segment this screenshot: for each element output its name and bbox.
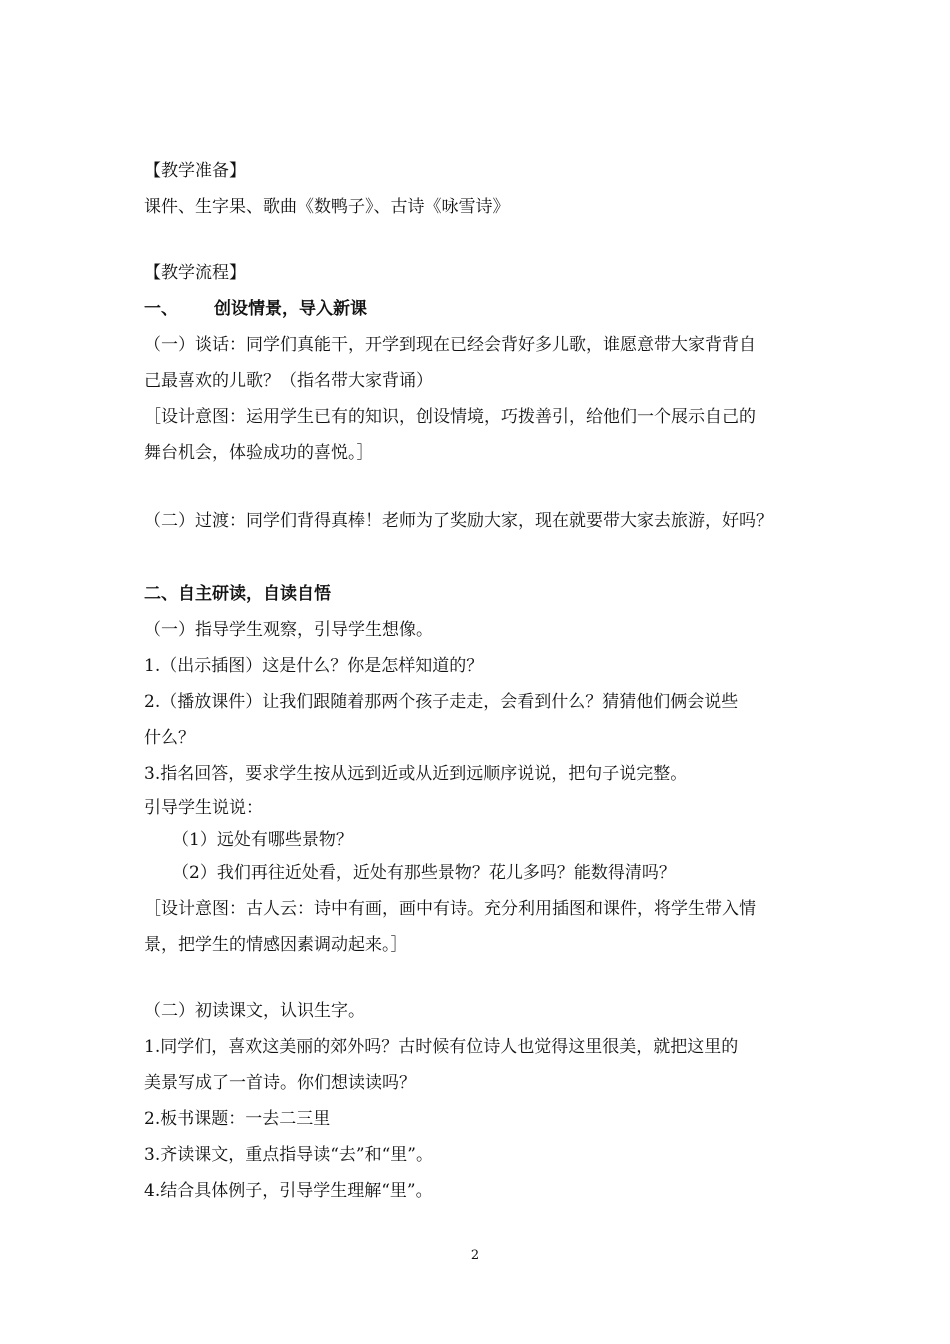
sec1-paragraph-2: （二）过渡：同学们背得真棒！老师为了奖励大家，现在就要带大家去旅游，好吗？: [144, 511, 773, 531]
section-1-title: 创设情景，导入新课: [214, 299, 367, 319]
sec2-j4: 4.结合具体例子，引导学生理解“里”。: [144, 1181, 433, 1201]
sec2-guide-2: （2）我们再往近处看，近处有那些景物？花儿多吗？能数得清吗？: [172, 863, 676, 883]
sec2-item-3: 3.指名回答，要求学生按从远到近或从近到远顺序说说，把句子说完整。: [144, 764, 688, 784]
sec2-design-intent-line-1: ［设计意图：古人云：诗中有画，画中有诗。充分利用插图和课件，将学生带入情: [144, 899, 756, 919]
page-number: 2: [470, 1248, 480, 1263]
flow-heading: 【教学流程】: [144, 263, 246, 283]
sec2-item-1: 1.（出示插图）这是什么？你是怎样知道的？: [144, 656, 484, 676]
sec2-j1-line-1: 1.同学们，喜欢这美丽的郊外吗？古时候有位诗人也觉得这里很美，就把这里的: [144, 1037, 739, 1057]
sec2-design-intent-line-2: 景，把学生的情感因素调动起来。］: [144, 935, 408, 955]
section-1-heading: [144, 298, 808, 320]
sec2-subheading-2: （二）初读课文，认识生字。: [144, 1001, 365, 1021]
sec1-design-intent-line-2: 舞台机会，体验成功的喜悦。］: [144, 443, 374, 463]
sec2-guide-1: （1）远处有哪些景物？: [172, 830, 353, 850]
section-2-heading: 二、自主研读，自读自悟: [144, 584, 331, 604]
sec2-j2: 2.板书课题：一去二三里: [144, 1109, 331, 1129]
section-1-number: 一、: [144, 299, 178, 319]
prep-heading: 【教学准备】: [144, 161, 246, 181]
sec2-guide: 引导学生说说：: [144, 798, 263, 818]
sec1-design-intent-line-1: ［设计意图：运用学生已有的知识，创设情境，巧拨善引，给他们一个展示自己的: [144, 407, 756, 427]
sec1-paragraph-1-line-2: 己最喜欢的儿歌？（指名带大家背诵）: [144, 371, 433, 391]
sec2-j3: 3.齐读课文，重点指导读“去”和“里”。: [144, 1145, 433, 1165]
sec1-paragraph-1-line-1: （一）谈话：同学们真能干，开学到现在已经会背好多儿歌，谁愿意带大家背背自: [144, 335, 756, 355]
sec2-item-2-line-1: 2.（播放课件）让我们跟随着那两个孩子走走，会看到什么？猜猜他们俩会说些: [144, 692, 739, 712]
sec2-item-2-line-2: 什么？: [144, 728, 195, 748]
prep-content: 课件、生字果、歌曲《数鸭子》、古诗《咏雪诗》: [144, 197, 510, 217]
sec2-subheading-1: （一）指导学生观察，引导学生想像。: [144, 620, 433, 640]
sec2-j1-line-2: 美景写成了一首诗。你们想读读吗？: [144, 1073, 416, 1093]
